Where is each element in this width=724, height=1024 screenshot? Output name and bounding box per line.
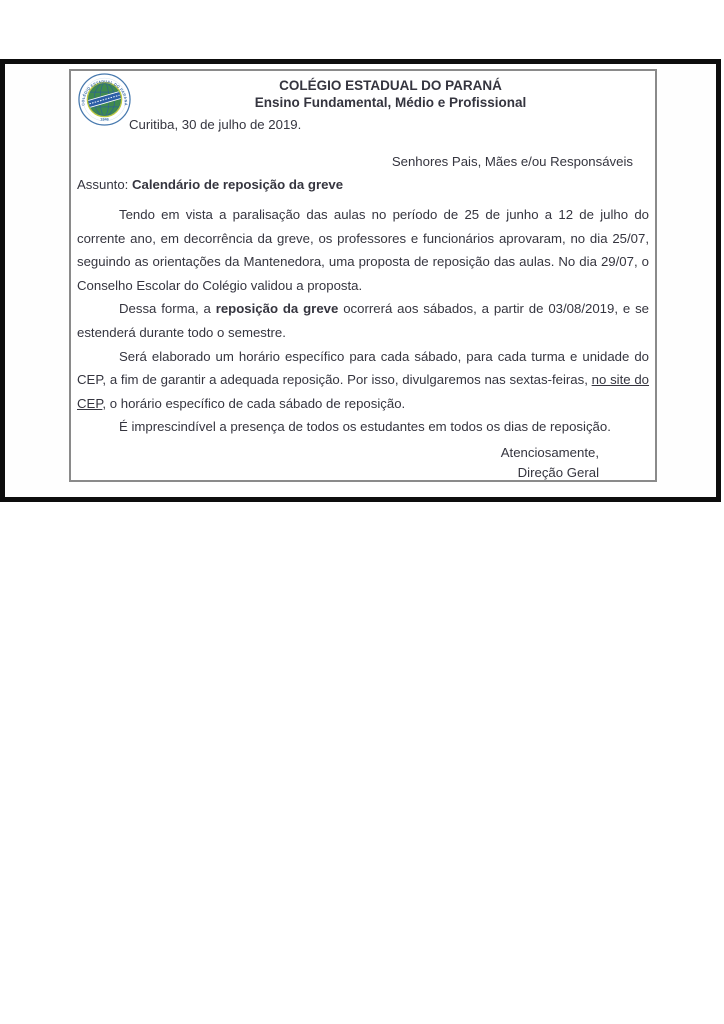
- letter-header: [77, 75, 649, 122]
- body-text: Dessa forma, a: [119, 301, 216, 317]
- emphasis-text: reposição da greve: [215, 301, 339, 317]
- school-subtitle: Ensino Fundamental, Médio e Profissional: [254, 95, 527, 110]
- title-block: [132, 75, 649, 111]
- body-text: Será elaborado um horário específico para cada sábado, para cada turma e unidade do CEP, a fim de garantir a adequada reposição. Por isso, divulgaremos nas sextas-feiras,: [77, 348, 649, 388]
- salutation: Senhores Pais, Mães e/ou Responsáveis: [391, 154, 633, 169]
- paragraph: [77, 345, 649, 416]
- date-line: Curitiba, 30 de julho de 2019.: [129, 117, 302, 132]
- closing-signature: Direção Geral: [517, 465, 599, 481]
- closing-block: [77, 443, 649, 484]
- closing-salutation: Atenciosamente,: [500, 444, 599, 460]
- body-text: , o horário específico de cada sábado de reposição.: [102, 395, 406, 411]
- paragraph: [77, 297, 649, 344]
- school-name: COLÉGIO ESTADUAL DO PARANÁ: [279, 78, 502, 93]
- body-text: ocorrerá aos sábados, a partir de 03/08/2019, e se estenderá durante todo o semestre.: [77, 301, 649, 340]
- letter-body: [77, 203, 649, 439]
- link-text[interactable]: no site do CEP: [77, 372, 650, 411]
- school-seal-icon: [77, 72, 132, 127]
- body-text: É imprescindível a presença de todos os estudantes em todos os dias de reposição.: [119, 419, 611, 435]
- subject-value: Calendário de reposição da greve: [132, 177, 344, 192]
- seal-ring-text: COLÉGIO ESTADUAL DO PARANÁ: [81, 79, 128, 106]
- subject-line: [77, 176, 649, 193]
- subject-label: Assunto:: [77, 177, 129, 192]
- seal-year-text: 1846: [100, 116, 109, 122]
- paragraph: [77, 415, 649, 439]
- paragraph: [77, 203, 649, 297]
- body-text: Tendo em vista a paralisação das aulas no período de 25 de junho a 12 de julho do corrente ano, em decorrência da greve, os professores e funcionários aprovaram, no dia 25/07, seguindo as orientações da Mantenedora, uma proposta de reposição das aulas. No dia 29/07, o Conselho Escolar do Colégio validou a proposta.: [77, 207, 649, 293]
- letter: [69, 69, 657, 482]
- scanned-notice: [0, 59, 721, 502]
